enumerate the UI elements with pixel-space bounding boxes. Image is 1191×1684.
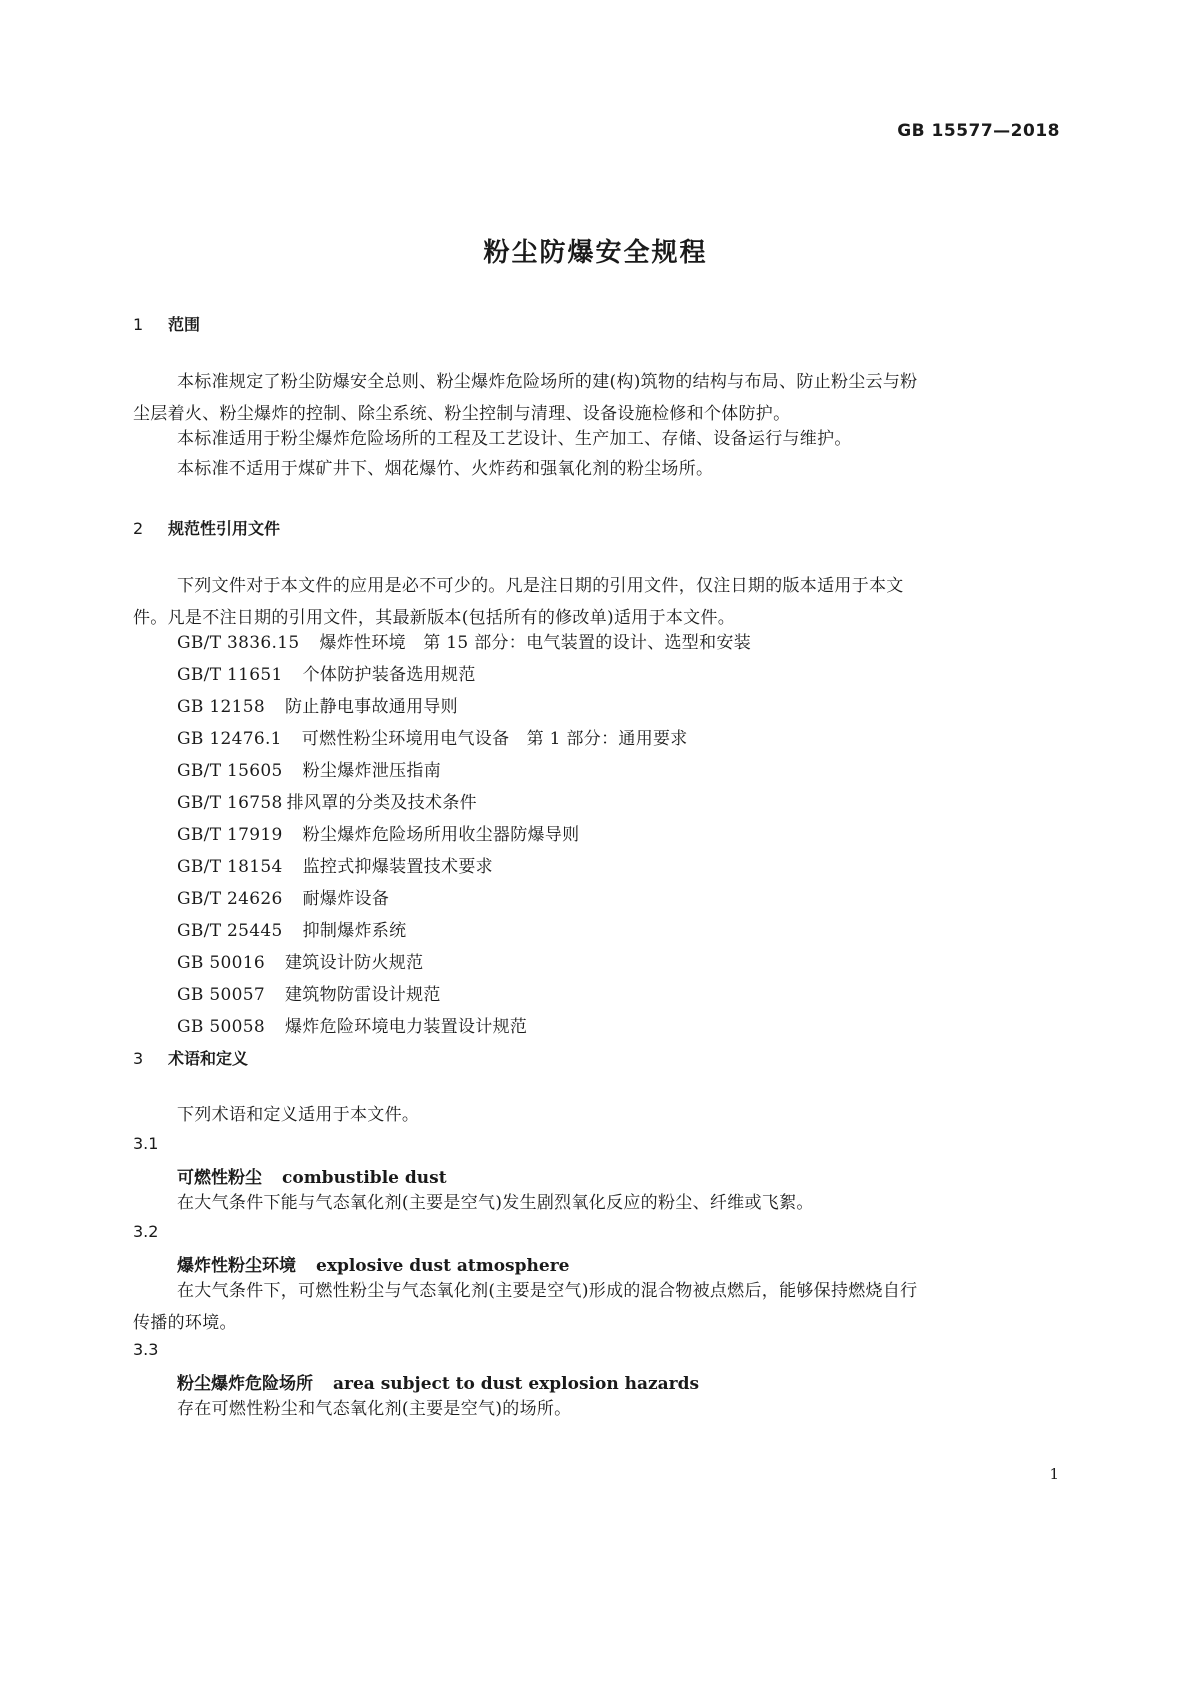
section-heading-terms-and-definitions [133, 1046, 248, 1069]
standard-code: GB 15577—2018 [897, 121, 1060, 141]
reference-item [177, 723, 751, 755]
section-title: 术语和定义 [168, 1049, 249, 1068]
reference-code: GB/T 15605 [177, 761, 283, 781]
reference-item [177, 659, 751, 691]
section-heading-scope [133, 312, 200, 335]
reference-title: 爆炸性环境 第 15 部分：电气装置的设计、选型和安装 [319, 633, 751, 653]
references-intro: 下列文件对于本文件的应用是必不可少的。凡是注日期的引用文件，仅注日期的版本适用于本文 件。凡是不注日期的引用文件，其最新版本(包括所有的修改单)适用于本文件。 [133, 576, 904, 628]
reference-title: 防止静电事故通用导则 [284, 697, 458, 717]
document-title: 粉尘防爆安全规程 [483, 238, 708, 268]
reference-title: 建筑物防雷设计规范 [284, 985, 441, 1005]
reference-code: GB/T 24626 [177, 889, 283, 909]
reference-code: GB/T 25445 [177, 921, 283, 941]
term-definition: 存在可燃性粉尘和气态氧化剂(主要是空气)的场所。 [177, 1399, 572, 1419]
reference-item [177, 691, 751, 723]
reference-item [177, 851, 751, 883]
reference-title: 耐爆炸设备 [302, 889, 390, 909]
term-number: 3.2 [133, 1222, 159, 1241]
reference-list [177, 627, 751, 1043]
reference-item [177, 947, 751, 979]
section-number: 3 [133, 1049, 144, 1068]
reference-code: GB/T 18154 [177, 857, 283, 877]
reference-item [177, 915, 751, 947]
reference-item [177, 787, 751, 819]
reference-title: 监控式抑爆装置技术要求 [302, 857, 493, 877]
terms-intro: 下列术语和定义适用于本文件。 [177, 1105, 420, 1125]
term-chinese: 粉尘爆炸危险场所 [177, 1374, 313, 1394]
reference-item [177, 755, 751, 787]
reference-item [177, 979, 751, 1011]
term-number: 3.1 [133, 1134, 159, 1153]
reference-title: 抑制爆炸系统 [302, 921, 407, 941]
reference-item [177, 819, 751, 851]
reference-item [177, 627, 751, 659]
term-chinese: 可燃性粉尘 [177, 1168, 262, 1188]
term-heading [177, 1369, 699, 1394]
term-number: 3.3 [133, 1340, 159, 1359]
section-title: 范围 [168, 315, 201, 334]
term-english: combustible dust [282, 1168, 447, 1188]
term-definition: 在大气条件下能与气态氧化剂(主要是空气)发生剧烈氧化反应的粉尘、纤维或飞絮。 [177, 1193, 814, 1213]
reference-code: GB 50016 [177, 953, 265, 973]
term-heading [177, 1251, 569, 1276]
term-chinese: 爆炸性粉尘环境 [177, 1256, 296, 1276]
section-title: 规范性引用文件 [168, 519, 281, 538]
section-number: 2 [133, 519, 144, 538]
reference-code: GB/T 16758 [177, 793, 283, 813]
reference-title: 爆炸危险环境电力装置设计规范 [284, 1017, 528, 1037]
reference-title: 建筑设计防火规范 [284, 953, 424, 973]
reference-code: GB/T 11651 [177, 665, 283, 685]
term-definition: 在大气条件下，可燃性粉尘与气态氧化剂(主要是空气)形成的混合物被点燃后，能够保持燃烧自行 传播的环境。 [133, 1281, 918, 1333]
reference-code: GB 12158 [177, 697, 265, 717]
reference-title: 粉尘爆炸危险场所用收尘器防爆导则 [302, 825, 580, 845]
scope-paragraph-1: 本标准规定了粉尘防爆安全总则、粉尘爆炸危险场所的建(构)筑物的结构与布局、防止粉尘云与粉 尘层着火、粉尘爆炸的控制、除尘系统、粉尘控制与清理、设备设施检修和个体防护。 [133, 372, 918, 424]
section-number: 1 [133, 315, 144, 334]
reference-title: 可燃性粉尘环境用电气设备 第 1 部分：通用要求 [301, 729, 688, 749]
reference-title: 个体防护装备选用规范 [302, 665, 476, 685]
reference-code: GB/T 3836.15 [177, 633, 300, 653]
term-english: explosive dust atmosphere [316, 1256, 570, 1276]
section-heading-normative-references [133, 516, 280, 539]
reference-code: GB 50057 [177, 985, 265, 1005]
term-english: area subject to dust explosion hazards [333, 1374, 700, 1394]
page-number: 1 [1049, 1465, 1059, 1483]
reference-item [177, 1011, 751, 1043]
reference-code: GB 12476.1 [177, 729, 282, 749]
scope-paragraph-2: 本标准适用于粉尘爆炸危险场所的工程及工艺设计、生产加工、存储、设备运行与维护。 [177, 429, 852, 449]
term-heading [177, 1163, 447, 1188]
reference-item [177, 883, 751, 915]
scope-paragraph-3: 本标准不适用于煤矿井下、烟花爆竹、火炸药和强氧化剂的粉尘场所。 [177, 459, 714, 479]
reference-code: GB 50058 [177, 1017, 265, 1037]
reference-title: 排风罩的分类及技术条件 [286, 793, 477, 813]
reference-code: GB/T 17919 [177, 825, 283, 845]
reference-title: 粉尘爆炸泄压指南 [302, 761, 442, 781]
